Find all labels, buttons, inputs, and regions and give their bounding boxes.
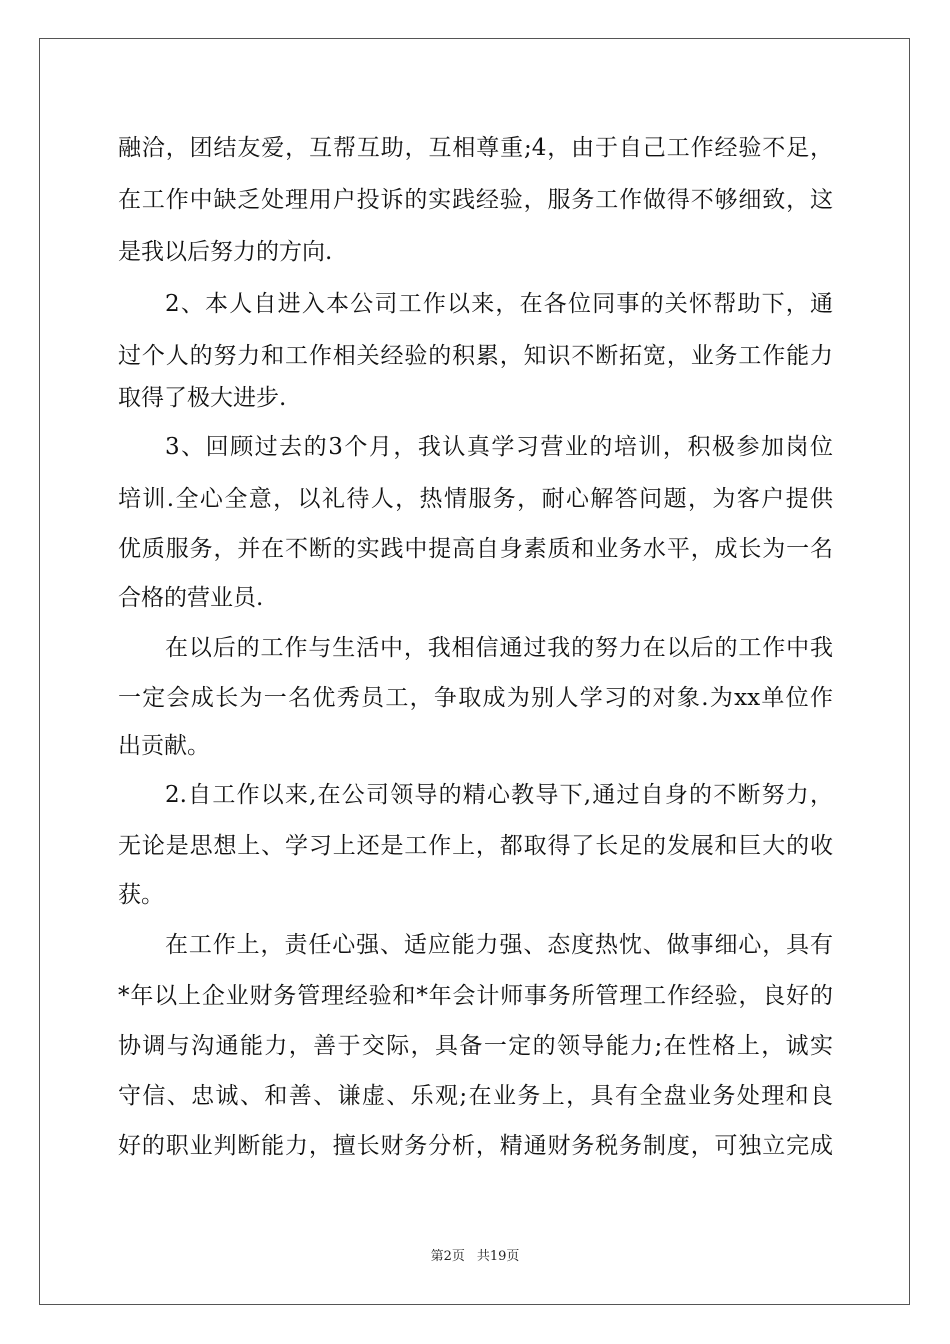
text-line: 是我以后努力的方向. [118, 239, 333, 265]
text-line: 合格的营业员. [118, 585, 264, 611]
text-line: 过个人的努力和工作相关经验的积累，知识不断拓宽，业务工作能力 [118, 343, 833, 369]
text-line: 3、回顾过去的3个月，我认真学习营业的培训，积极参加岗位 [165, 434, 833, 460]
text-line: 优质服务，并在不断的实践中提高自身素质和业务水平，成长为一名 [118, 536, 833, 562]
text-line: 好的职业判断能力，擅长财务分析，精通财务税务制度，可独立完成 [118, 1133, 833, 1159]
text-line: *年以上企业财务管理经验和*年会计师事务所管理工作经验，良好的 [118, 983, 833, 1009]
text-line: 取得了极大进步. [118, 385, 287, 411]
text-line: 协调与沟通能力，善于交际，具备一定的领导能力;在性格上，诚实 [118, 1033, 833, 1059]
text-line: 融洽，团结友爱，互帮互助，互相尊重;4，由于自己工作经验不足， [118, 135, 833, 161]
text-line: 在工作上，责任心强、适应能力强、态度热忱、做事细心，具有 [165, 932, 833, 958]
text-line: 在工作中缺乏处理用户投诉的实践经验，服务工作做得不够细致，这 [118, 187, 833, 213]
text-line: 出贡献。 [118, 733, 210, 759]
page-number: 第2页 [430, 1249, 465, 1264]
text-line: 守信、忠诚、和善、谦虚、乐观;在业务上，具有全盘业务处理和良 [118, 1083, 833, 1109]
text-line: 在以后的工作与生活中，我相信通过我的努力在以后的工作中我 [165, 635, 833, 661]
page-footer [0, 1245, 950, 1264]
text-line: 无论是思想上、学习上还是工作上，都取得了长足的发展和巨大的收 [118, 833, 833, 859]
text-line: 培训.全心全意，以礼待人，热情服务，耐心解答问题，为客户提供 [118, 486, 833, 512]
text-line: 一定会成长为一名优秀员工，争取成为别人学习的对象.为xx单位作 [118, 685, 833, 711]
text-line: 获。 [118, 882, 164, 908]
page-total: 共19页 [476, 1249, 520, 1264]
text-line: 2、本人自进入本公司工作以来，在各位同事的关怀帮助下，通 [165, 291, 833, 317]
text-line: 2.自工作以来,在公司领导的精心教导下,通过自身的不断努力， [165, 782, 833, 808]
